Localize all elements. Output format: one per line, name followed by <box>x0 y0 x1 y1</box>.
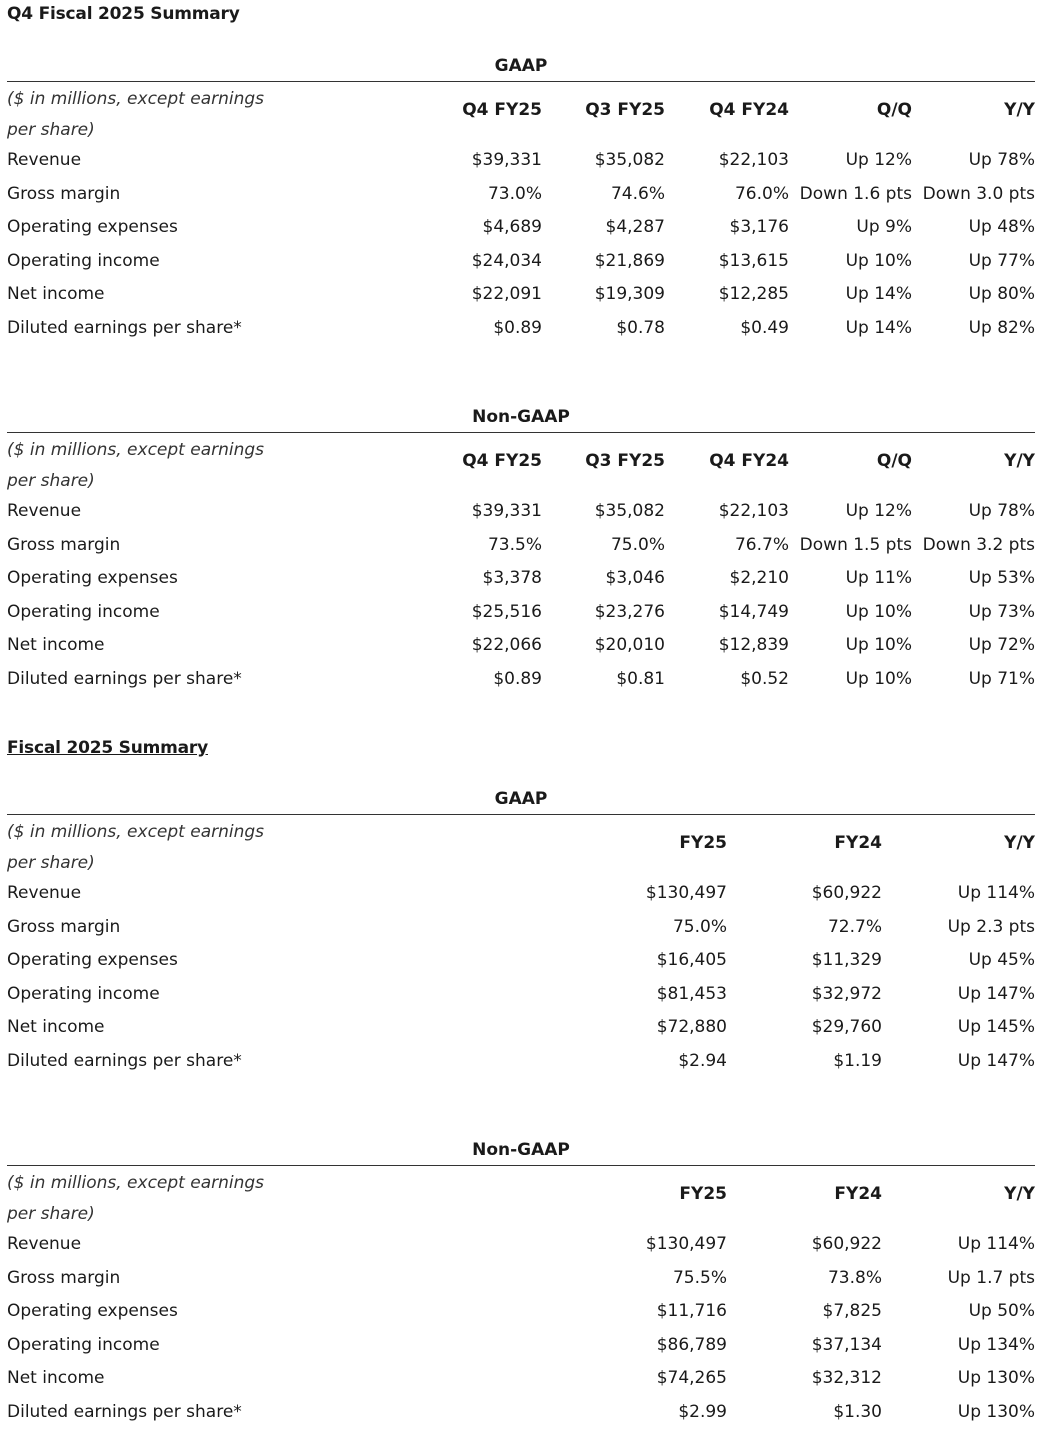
table-cell: Up 72% <box>968 635 1035 656</box>
table-cell: $2,210 <box>729 568 789 589</box>
table-row <box>7 913 1035 947</box>
table-cell: $4,287 <box>605 217 665 238</box>
table-cell: $0.49 <box>740 317 789 338</box>
table-cell: Up 130% <box>957 1401 1035 1422</box>
table-row <box>7 1013 1035 1047</box>
row-label: Gross margin <box>7 1267 121 1288</box>
row-label: Gross margin <box>7 183 121 204</box>
table-header-row <box>7 815 1035 879</box>
column-header: FY25 <box>679 833 727 853</box>
table-cell: Up 12% <box>845 501 912 521</box>
table-cell: $12,839 <box>718 635 789 656</box>
table-row <box>7 564 1035 598</box>
table-cell: $1.30 <box>833 1401 882 1422</box>
table-cell: $25,516 <box>471 601 542 622</box>
table-cell: Down 1.5 pts <box>799 534 912 555</box>
table-cell: $16,405 <box>656 950 727 971</box>
table-cell: 75.5% <box>672 1267 727 1288</box>
table-cell: $1.19 <box>833 1050 882 1071</box>
table-cell: Down 3.0 pts <box>922 183 1035 204</box>
table-cell: Up 73% <box>968 601 1035 622</box>
table-cell: Up 50% <box>968 1301 1035 1322</box>
table-cell: Up 10% <box>845 668 912 689</box>
table-cell: $32,972 <box>811 983 882 1004</box>
table-row <box>7 631 1035 665</box>
table-cell: $60,922 <box>811 883 882 903</box>
table-title: GAAP <box>494 56 548 76</box>
table-cell: $29,760 <box>811 1017 882 1038</box>
row-label: Operating income <box>7 250 160 271</box>
table-cell: Up 10% <box>845 601 912 622</box>
table-cell: Up 48% <box>968 217 1035 238</box>
table-row <box>7 314 1035 348</box>
row-label: Operating income <box>7 1334 160 1355</box>
table-cell: $60,922 <box>811 1234 882 1254</box>
table-cell: Up 78% <box>968 501 1035 521</box>
table-cell: $32,312 <box>811 1368 882 1389</box>
column-header: Q4 FY24 <box>709 100 789 120</box>
table-cell: $35,082 <box>594 150 665 170</box>
table-cell: Up 77% <box>968 250 1035 271</box>
table-cell: $13,615 <box>718 250 789 271</box>
column-header: Q4 FY25 <box>462 100 542 120</box>
table-cell: $0.52 <box>740 668 789 689</box>
table-cell: $0.89 <box>493 317 542 338</box>
column-header: FY24 <box>834 833 882 853</box>
table-cell: $0.89 <box>493 668 542 689</box>
table-row <box>7 1297 1035 1331</box>
row-label: Operating expenses <box>7 217 178 238</box>
table-row <box>7 497 1035 531</box>
row-label: Diluted earnings per share* <box>7 1050 242 1071</box>
table-row <box>7 980 1035 1014</box>
table-cell: Up 147% <box>957 1050 1035 1071</box>
row-label: Diluted earnings per share* <box>7 317 242 338</box>
table-header-row <box>7 82 1035 146</box>
table-cell: Up 11% <box>845 568 912 589</box>
table-cell: Down 1.6 pts <box>799 183 912 204</box>
fy-gaap-table <box>7 788 1035 1081</box>
row-label: Operating expenses <box>7 950 178 971</box>
column-header: Y/Y <box>1004 100 1035 120</box>
table-row <box>7 1264 1035 1298</box>
table-cell: $37,134 <box>811 1334 882 1355</box>
column-header: Q4 FY24 <box>709 451 789 471</box>
table-cell: Up 45% <box>968 950 1035 971</box>
table-row <box>7 1398 1035 1432</box>
table-cell: $3,046 <box>605 568 665 589</box>
row-label: Revenue <box>7 150 82 170</box>
table-cell: 76.7% <box>734 534 789 555</box>
table-cell: $22,103 <box>718 150 789 170</box>
table-cell: $130,497 <box>645 1234 727 1254</box>
table-cell: $72,880 <box>656 1017 727 1038</box>
table-row <box>7 146 1035 180</box>
table-cell: $21,869 <box>594 250 665 271</box>
table-cell: Up 71% <box>968 668 1035 689</box>
table-cell: 73.8% <box>827 1267 882 1288</box>
table-cell: Up 114% <box>957 883 1035 903</box>
table-cell: $0.81 <box>616 668 665 689</box>
table-cell: $81,453 <box>656 983 727 1004</box>
row-label: Diluted earnings per share* <box>7 1401 242 1422</box>
units-note: ($ in millions, except earnings per share) <box>7 822 265 873</box>
fy-summary-heading[interactable]: Fiscal 2025 Summary <box>7 738 208 758</box>
fy-nongaap-table <box>7 1139 1035 1432</box>
column-header: Y/Y <box>1004 1184 1035 1204</box>
row-label: Net income <box>7 1017 105 1038</box>
row-label: Operating income <box>7 983 160 1004</box>
table-cell: 73.5% <box>487 534 542 555</box>
table-cell: Down 3.2 pts <box>922 534 1035 555</box>
table-title: GAAP <box>494 789 548 809</box>
table-row <box>7 665 1035 699</box>
column-header: FY25 <box>679 1184 727 1204</box>
row-label: Net income <box>7 1368 105 1389</box>
table-row <box>7 180 1035 214</box>
table-cell: $24,034 <box>471 250 542 271</box>
table-cell: Up 82% <box>968 317 1035 338</box>
table-cell: Up 147% <box>957 983 1035 1004</box>
row-label: Operating expenses <box>7 568 178 589</box>
table-cell: $0.78 <box>616 317 665 338</box>
table-cell: Up 80% <box>968 284 1035 305</box>
row-label: Diluted earnings per share* <box>7 668 242 689</box>
q4-gaap-table <box>7 55 1035 348</box>
table-cell: $130,497 <box>645 883 727 903</box>
row-label: Net income <box>7 284 105 305</box>
units-note: ($ in millions, except earnings per share) <box>7 1173 265 1224</box>
table-cell: $3,176 <box>729 217 789 238</box>
table-cell: $4,689 <box>482 217 542 238</box>
table-cell: Up 134% <box>957 1334 1035 1355</box>
table-cell: Up 145% <box>957 1017 1035 1038</box>
table-cell: Up 53% <box>968 568 1035 589</box>
row-label: Gross margin <box>7 916 121 937</box>
column-header: Y/Y <box>1004 833 1035 853</box>
table-row <box>7 1331 1035 1365</box>
table-cell: $7,825 <box>822 1301 882 1322</box>
table-cell: $14,749 <box>718 601 789 622</box>
table-cell: Up 14% <box>845 317 912 338</box>
table-cell: $2.94 <box>678 1050 727 1071</box>
table-cell: $86,789 <box>656 1334 727 1355</box>
row-label: Revenue <box>7 883 82 903</box>
table-cell: $22,066 <box>471 635 542 656</box>
table-row <box>7 280 1035 314</box>
table-row <box>7 247 1035 281</box>
table-cell: Up 130% <box>957 1368 1035 1389</box>
table-cell: 76.0% <box>734 183 789 204</box>
row-label: Net income <box>7 635 105 656</box>
table-cell: Up 14% <box>845 284 912 305</box>
table-cell: $12,285 <box>718 284 789 305</box>
table-row <box>7 598 1035 632</box>
table-row <box>7 946 1035 980</box>
table-cell: $23,276 <box>594 601 665 622</box>
row-label: Gross margin <box>7 534 121 555</box>
table-row <box>7 879 1035 913</box>
table-cell: $2.99 <box>678 1401 727 1422</box>
table-cell: Up 78% <box>968 150 1035 170</box>
table-row <box>7 1047 1035 1081</box>
row-label: Operating expenses <box>7 1301 178 1322</box>
table-title: Non-GAAP <box>472 407 570 427</box>
units-note: ($ in millions, except earnings per share) <box>7 440 265 491</box>
column-header: Q3 FY25 <box>585 100 665 120</box>
table-cell: Up 114% <box>957 1234 1035 1254</box>
column-header: Q4 FY25 <box>462 451 542 471</box>
row-label: Revenue <box>7 501 82 521</box>
table-cell: $19,309 <box>594 284 665 305</box>
table-cell: $35,082 <box>594 501 665 521</box>
table-title: Non-GAAP <box>472 1140 570 1160</box>
q4-summary-heading: Q4 Fiscal 2025 Summary <box>7 4 240 24</box>
table-cell: Up 2.3 pts <box>947 916 1035 937</box>
table-row <box>7 1230 1035 1264</box>
table-header-row <box>7 433 1035 497</box>
table-cell: Up 10% <box>845 250 912 271</box>
table-cell: 75.0% <box>610 534 665 555</box>
table-cell: 74.6% <box>610 183 665 204</box>
q4-nongaap-table <box>7 406 1035 699</box>
table-cell: $20,010 <box>594 635 665 656</box>
table-cell: $11,329 <box>811 950 882 971</box>
table-cell: 73.0% <box>487 183 542 204</box>
column-header: Q/Q <box>876 100 912 120</box>
table-cell: $22,103 <box>718 501 789 521</box>
table-cell: Up 12% <box>845 150 912 170</box>
table-cell: $3,378 <box>482 568 542 589</box>
column-header: FY24 <box>834 1184 882 1204</box>
table-cell: $22,091 <box>471 284 542 305</box>
table-row <box>7 531 1035 565</box>
table-cell: 72.7% <box>827 916 882 937</box>
units-note: ($ in millions, except earnings per share) <box>7 89 265 140</box>
table-cell: $11,716 <box>656 1301 727 1322</box>
table-cell: Up 10% <box>845 635 912 656</box>
table-cell: $74,265 <box>656 1368 727 1389</box>
table-cell: $39,331 <box>471 501 542 521</box>
row-label: Operating income <box>7 601 160 622</box>
column-header: Y/Y <box>1004 451 1035 471</box>
table-cell: Up 1.7 pts <box>947 1267 1035 1288</box>
column-header: Q/Q <box>876 451 912 471</box>
table-cell: Up 9% <box>856 217 912 238</box>
table-header-row <box>7 1166 1035 1230</box>
table-cell: 75.0% <box>672 916 727 937</box>
table-cell: $39,331 <box>471 150 542 170</box>
table-row <box>7 213 1035 247</box>
column-header: Q3 FY25 <box>585 451 665 471</box>
row-label: Revenue <box>7 1234 82 1254</box>
table-row <box>7 1364 1035 1398</box>
